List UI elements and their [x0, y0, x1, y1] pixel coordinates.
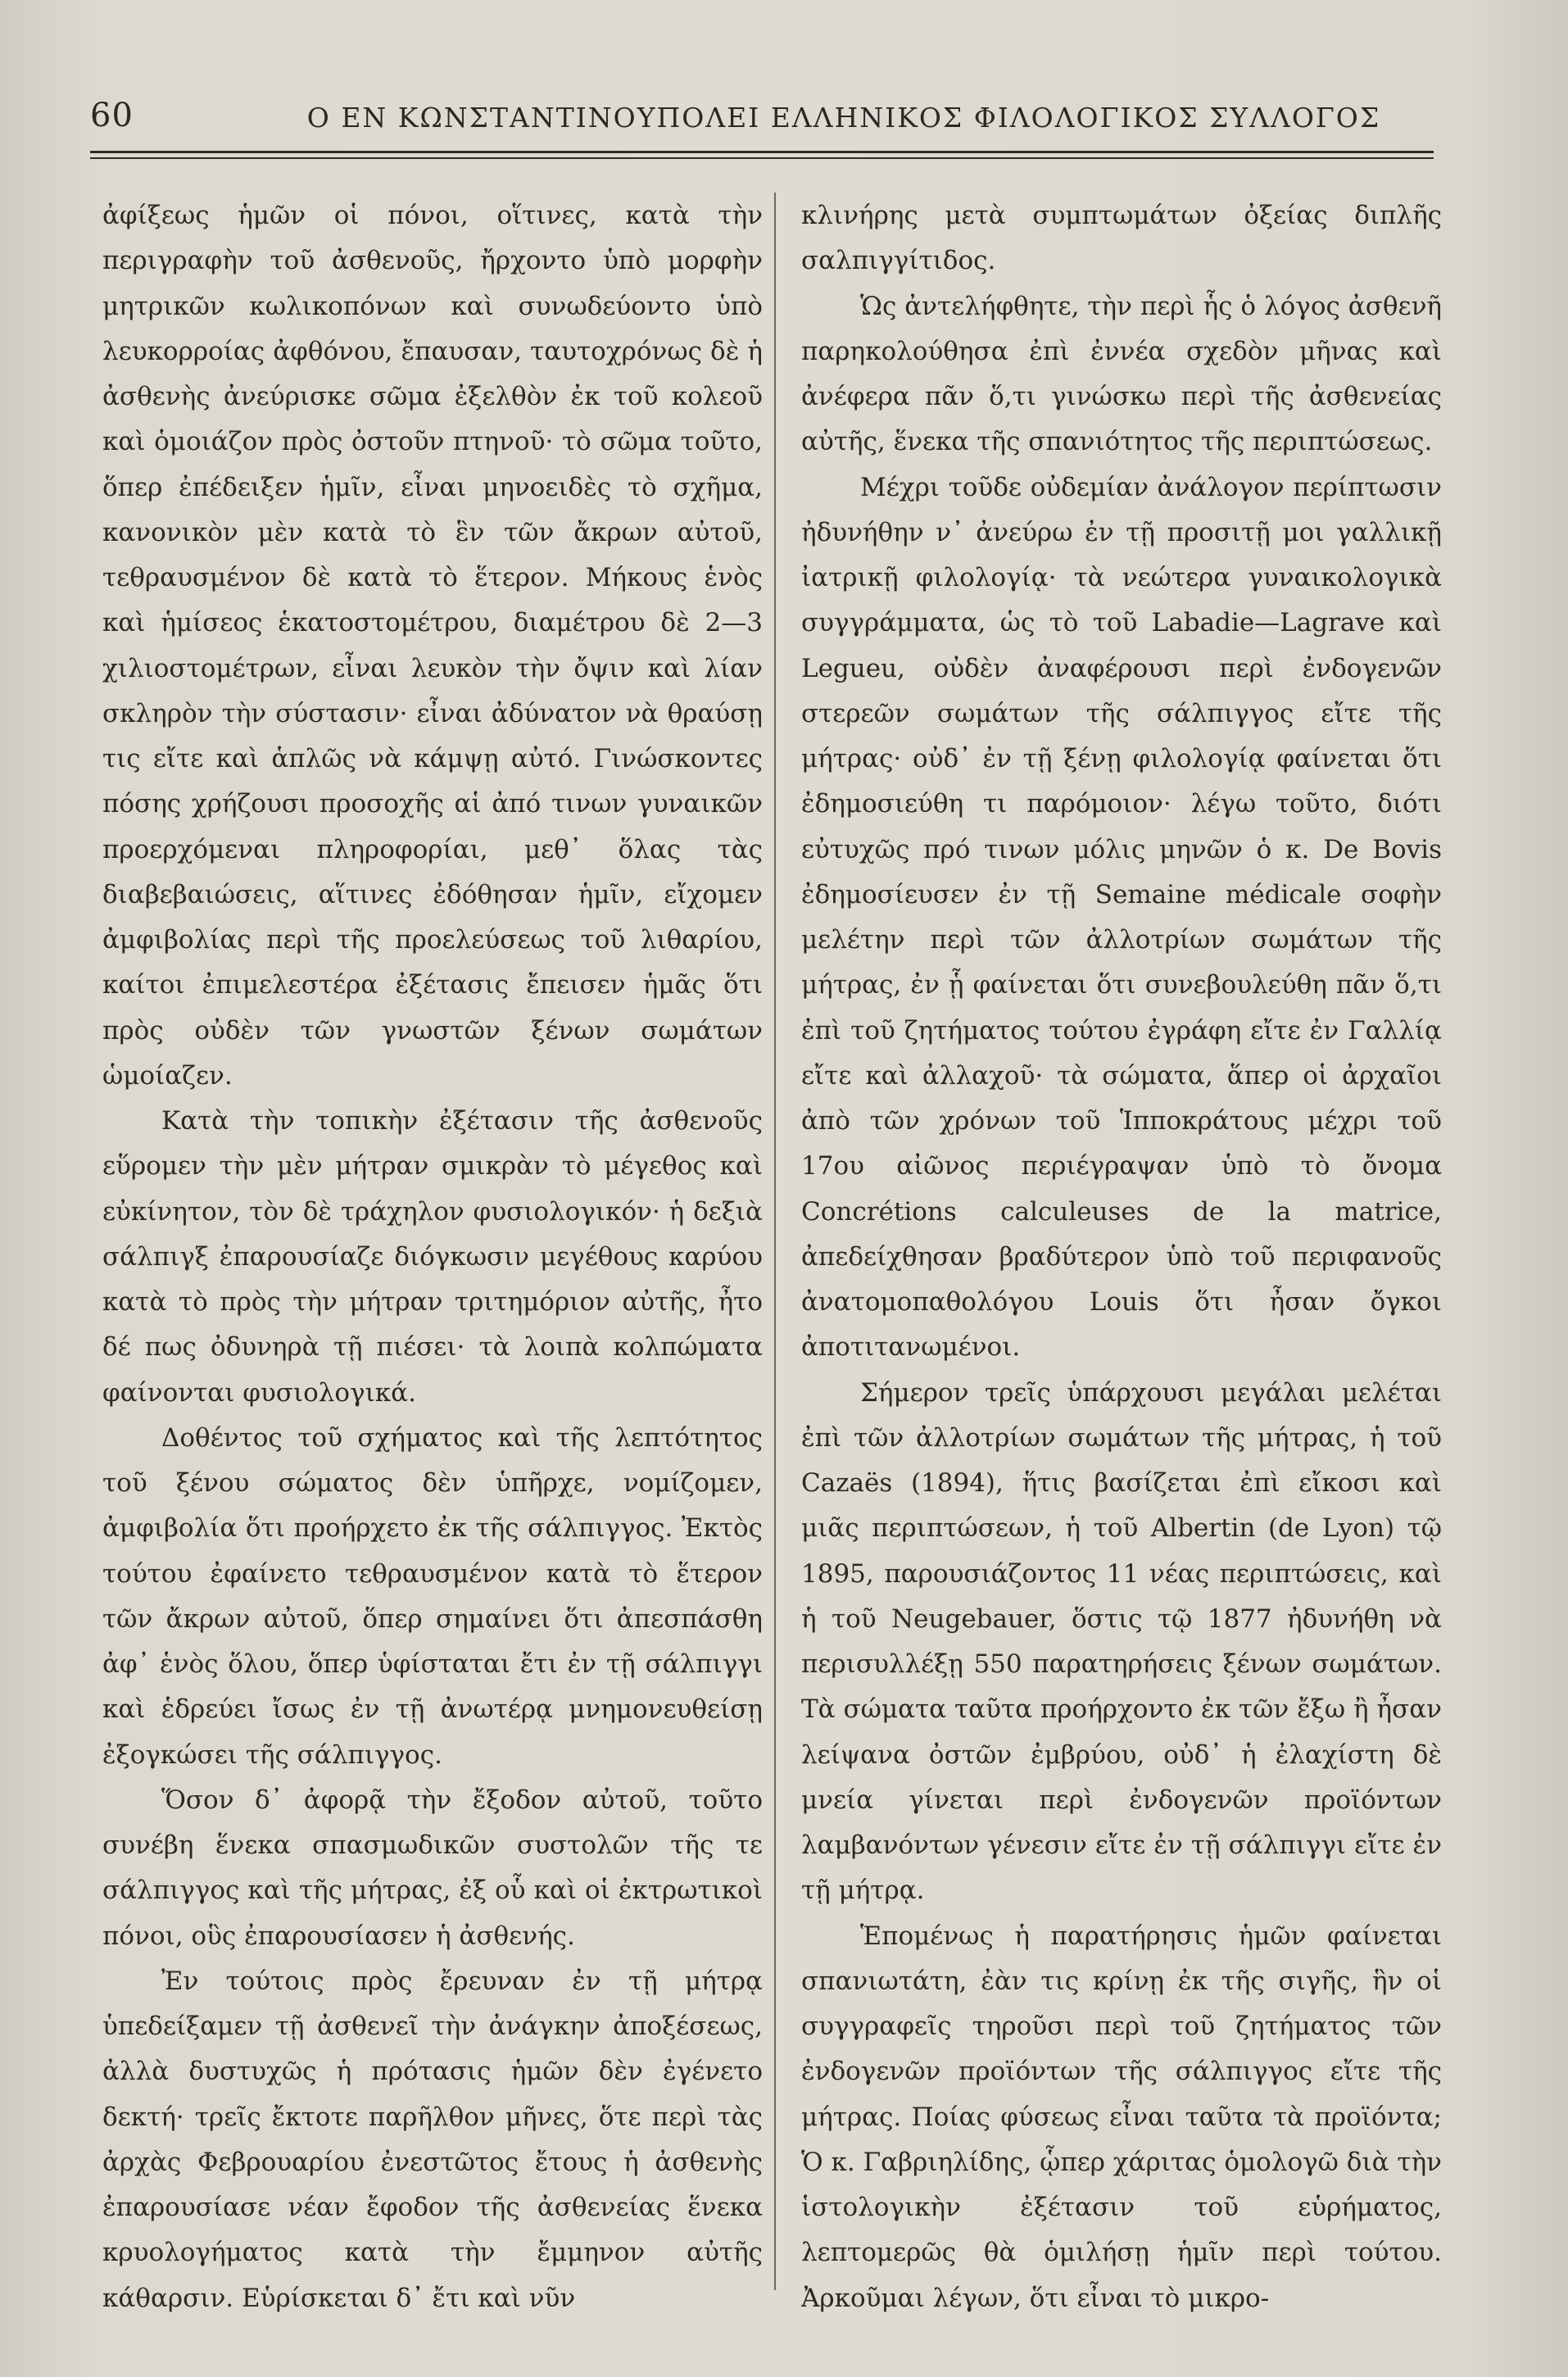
paragraph: κλινήρης μετὰ συμπτωμάτων ὀξείας διπλῆς σαλπιγγίτιδος.: [801, 201, 1442, 276]
paragraph: Ἐν τούτοις πρὸς ἔρευναν ἐν τῇ μήτρᾳ ὑπεδείξαμεν τῇ ἀσθενεῖ τὴν ἀνάγκην ἀποξέσεως, ἀλλὰ δυστυχῶς ἡ πρότασις ἡμῶν δὲν ἐγένετο δεκτή· τρεῖς ἔκτοτε παρῆλθον μῆνες, ὅτε περὶ τὰς ἀρχὰς Φεβρουαρίου ἐνεστῶτος ἔτους ἡ ἀσθενὴς ἐπαρουσίασε νέαν ἔφοδον τῆς ἀσθενείας ἕνεκα κρυολογήματος κατὰ τὴν ἔμμηνον αὐτῆς κάθαρσιν. Εὑρίσκεται δ᾽ ἔτι καὶ νῦν: [102, 1966, 763, 2313]
paragraph: Ὡς ἀντελήφθητε, τὴν περὶ ἧς ὁ λόγος ἀσθενῆ παρηκολούθησα ἐπὶ ἐννέα σχεδὸν μῆνας καὶ ἀνέφερα πᾶν ὅ,τι γινώσκω περὶ τῆς ἀσθενείας αὐτῆς, ἕνεκα τῆς σπανιότητος τῆς περιπτώσεως.: [801, 291, 1442, 457]
column-divider: [774, 193, 776, 2290]
page-number: 60: [90, 97, 134, 134]
running-title: Ο ΕΝ ΚΩΝΣΤΑΝΤΙΝΟΥΠΟΛΕΙ ΕΛΛΗΝΙΚΟΣ ΦΙΛΟΛΟΓΙΚΟΣ ΣΥΛΛΟΓΟΣ: [306, 102, 1381, 134]
header-rule-thin: [90, 157, 1434, 159]
paragraph: Δοθέντος τοῦ σχήματος καὶ τῆς λεπτότητος τοῦ ξένου σώματος δὲν ὑπῆρχε, νομίζομεν, ἀμφιβολία ὅτι προήρχετο ἐκ τῆς σάλπιγγος. Ἐκτὸς τούτου ἐφαίνετο τεθραυσμένον κατὰ τὸ ἕτερον τῶν ἄκρων αὐτοῦ, ὅπερ σημαίνει ὅτι ἀπεσπάσθη ἀφ᾽ ἑνὸς ὅλου, ὅπερ ὑφίσταται ἔτι ἐν τῇ σάλπιγγι καὶ ἑδρεύει ἴσως ἐν τῇ ἀνωτέρᾳ μνημονευθείσῃ ἐξογκώσει τῆς σάλπιγγος.: [102, 1422, 763, 1770]
left-column: [102, 193, 763, 2316]
paragraph: Ὅσον δ᾽ ἀφορᾷ τὴν ἔξοδον αὐτοῦ, τοῦτο συνέβη ἕνεκα σπασμωδικῶν συστολῶν τῆς τε σάλπιγγος καὶ τῆς μήτρας, ἐξ οὗ καὶ οἱ ἐκτρωτικοὶ πόνοι, οὓς ἐπαρουσίασεν ἡ ἀσθενής.: [102, 1785, 763, 1951]
paragraph: Κατὰ τὴν τοπικὴν ἐξέτασιν τῆς ἀσθενοῦς εὕρομεν τὴν μὲν μήτραν σμικρὰν τὸ μέγεθος καὶ εὐκίνητον, τὸν δὲ τράχηλον φυσιολογικόν· ἡ δεξιὰ σάλπιγξ ἐπαρουσίαζε διόγκωσιν μεγέθους καρύου κατὰ τὸ πρὸς τὴν μήτραν τριτημόριον αὐτῆς, ἦτο δέ πως ὀδυνηρὰ τῇ πιέσει· τὰ λοιπὰ κολπώματα φαίνονται φυσιολογικά.: [102, 1106, 763, 1408]
paragraph: Μέχρι τοῦδε οὐδεμίαν ἀνάλογον περίπτωσιν ἠδυνήθην ν᾽ ἀνεύρω ἐν τῇ προσιτῇ μοι γαλλικῇ ἰατρικῇ φιλολογίᾳ· τὰ νεώτερα γυναικολογικὰ συγγράμματα, ὡς τὸ τοῦ Labadie—Lagrave καὶ Legueu, οὐδὲν ἀναφέρουσι περὶ ἐνδογενῶν στερεῶν σωμάτων τῆς σάλπιγγος εἴτε τῆς μήτρας· οὐδ᾽ ἐν τῇ ξένῃ φιλολογίᾳ φαίνεται ὅτι ἐδημοσιεύθη τι παρόμοιον· λέγω τοῦτο, διότι εὐτυχῶς πρό τινων μόλις μηνῶν ὁ κ. De Bovis ἐδημοσίευσεν ἐν τῇ Semaine médicale σοφὴν μελέτην περὶ τῶν ἀλλοτρίων σωμάτων τῆς μήτρας, ἐν ᾗ φαίνεται ὅτι συνεβουλεύθη πᾶν ὅ,τι ἐπὶ τοῦ ζητήματος τούτου ἐγράφη εἴτε ἐν Γαλλίᾳ εἴτε καὶ ἀλλαχοῦ· τὰ σώματα, ἅπερ οἱ ἀρχαῖοι ἀπὸ τῶν χρόνων τοῦ Ἱπποκράτους μέχρι τοῦ 17ου αἰῶνος περιέγραψαν ὑπὸ τὸ ὄνομα Concrétions calculeuses de la matrice, ἀπεδείχθησαν βραδύτερον ὑπὸ τοῦ περιφανοῦς ἀνατομοπαθολόγου Louis ὅτι ἦσαν ὄγκοι ἀποτιτανωμένοι.: [801, 472, 1442, 1363]
right-column: [801, 193, 1442, 2316]
page-header: [90, 97, 1434, 138]
header-rule: [90, 151, 1434, 153]
paragraph: Σήμερον τρεῖς ὑπάρχουσι μεγάλαι μελέται ἐπὶ τῶν ἀλλοτρίων σωμάτων τῆς μήτρας, ἡ τοῦ Cazaës (1894), ἥτις βασίζεται ἐπὶ εἴκοσι καὶ μιᾶς περιπτώσεων, ἡ τοῦ Albertin (de Lyon) τῷ 1895, παρουσιάζοντος 11 νέας περιπτώσεις, καὶ ἡ τοῦ Neugebauer, ὅστις τῷ 1877 ἠδυνήθη νὰ περισυλλέξῃ 550 παρατηρήσεις ξένων σωμάτων. Τὰ σώματα ταῦτα προήρχοντο ἐκ τῶν ἔξω ἢ ἦσαν λείψανα ὀστῶν ἐμβρύου, οὐδ᾽ ἡ ἐλαχίστη δὲ μνεία γίνεται περὶ ἐνδογενῶν προϊόντων λαμβανόντων γένεσιν εἴτε ἐν τῇ σάλπιγγι εἴτε ἐν τῇ μήτρᾳ.: [801, 1377, 1442, 1906]
paragraph: Ἑπομένως ἡ παρατήρησις ἡμῶν φαίνεται σπανιωτάτη, ἐὰν τις κρίνῃ ἐκ τῆς σιγῆς, ἣν οἱ συγγραφεῖς τηροῦσι περὶ τοῦ ζητήματος τῶν ἐνδογενῶν προϊόντων τῆς σάλπιγγος εἴτε τῆς μήτρας. Ποίας φύσεως εἶναι ταῦτα τὰ προϊόντα; Ὁ κ. Γαβριηλίδης, ᾧπερ χάριτας ὁμολογῶ διὰ τὴν ἱστολογικὴν ἐξέτασιν τοῦ εὑρήματος, λεπτομερῶς θὰ ὁμιλήσῃ ἡμῖν περὶ τούτου. Ἀρκοῦμαι λέγων, ὅτι εἶναι τὸ μικρο-: [801, 1921, 1442, 2313]
paragraph: ἀφίξεως ἡμῶν οἱ πόνοι, οἵτινες, κατὰ τὴν περιγραφὴν τοῦ ἀσθενοῦς, ἤρχοντο ὑπὸ μορφὴν μητρικῶν κωλικοπόνων καὶ συνωδεύοντο ὑπὸ λευκορροίας ἀφθόνου, ἔπαυσαν, ταυτοχρόνως δὲ ἡ ἀσθενὴς ἀνεύρισκε σῶμα ἐξελθὸν ἐκ τοῦ κολεοῦ καὶ ὁμοιάζον πρὸς ὀστοῦν πτηνοῦ· τὸ σῶμα τοῦτο, ὅπερ ἐπέδειξεν ἡμῖν, εἶναι μηνοειδὲς τὸ σχῆμα, κανονικὸν μὲν κατὰ τὸ ἓν τῶν ἄκρων αὐτοῦ, τεθραυσμένον δὲ κατὰ τὸ ἕτερον. Μήκους ἑνὸς καὶ ἡμίσεος ἑκατοστομέτρου, διαμέτρου δὲ 2—3 χιλιοστομέτρων, εἶναι λευκὸν τὴν ὄψιν καὶ λίαν σκληρὸν τὴν σύστασιν· εἶναι ἀδύνατον νὰ θραύσῃ τις εἴτε καὶ ἁπλῶς νὰ κάμψῃ αὐτό. Γινώσκοντες πόσης χρήζουσι προσοχῆς αἱ ἀπό τινων γυναικῶν προερχόμεναι πληροφορίαι, μεθ᾽ ὅλας τὰς διαβεβαιώσεις, αἵτινες ἐδόθησαν ἡμῖν, εἴχομεν ἀμφιβολίας περὶ τῆς προελεύσεως τοῦ λιθαρίου, καίτοι ἐπιμελεστέρα ἐξέτασις ἔπεισεν ἡμᾶς ὅτι πρὸς οὐδὲν τῶν γνωστῶν ξένων σωμάτων ὡμοίαζεν.: [102, 201, 763, 1091]
